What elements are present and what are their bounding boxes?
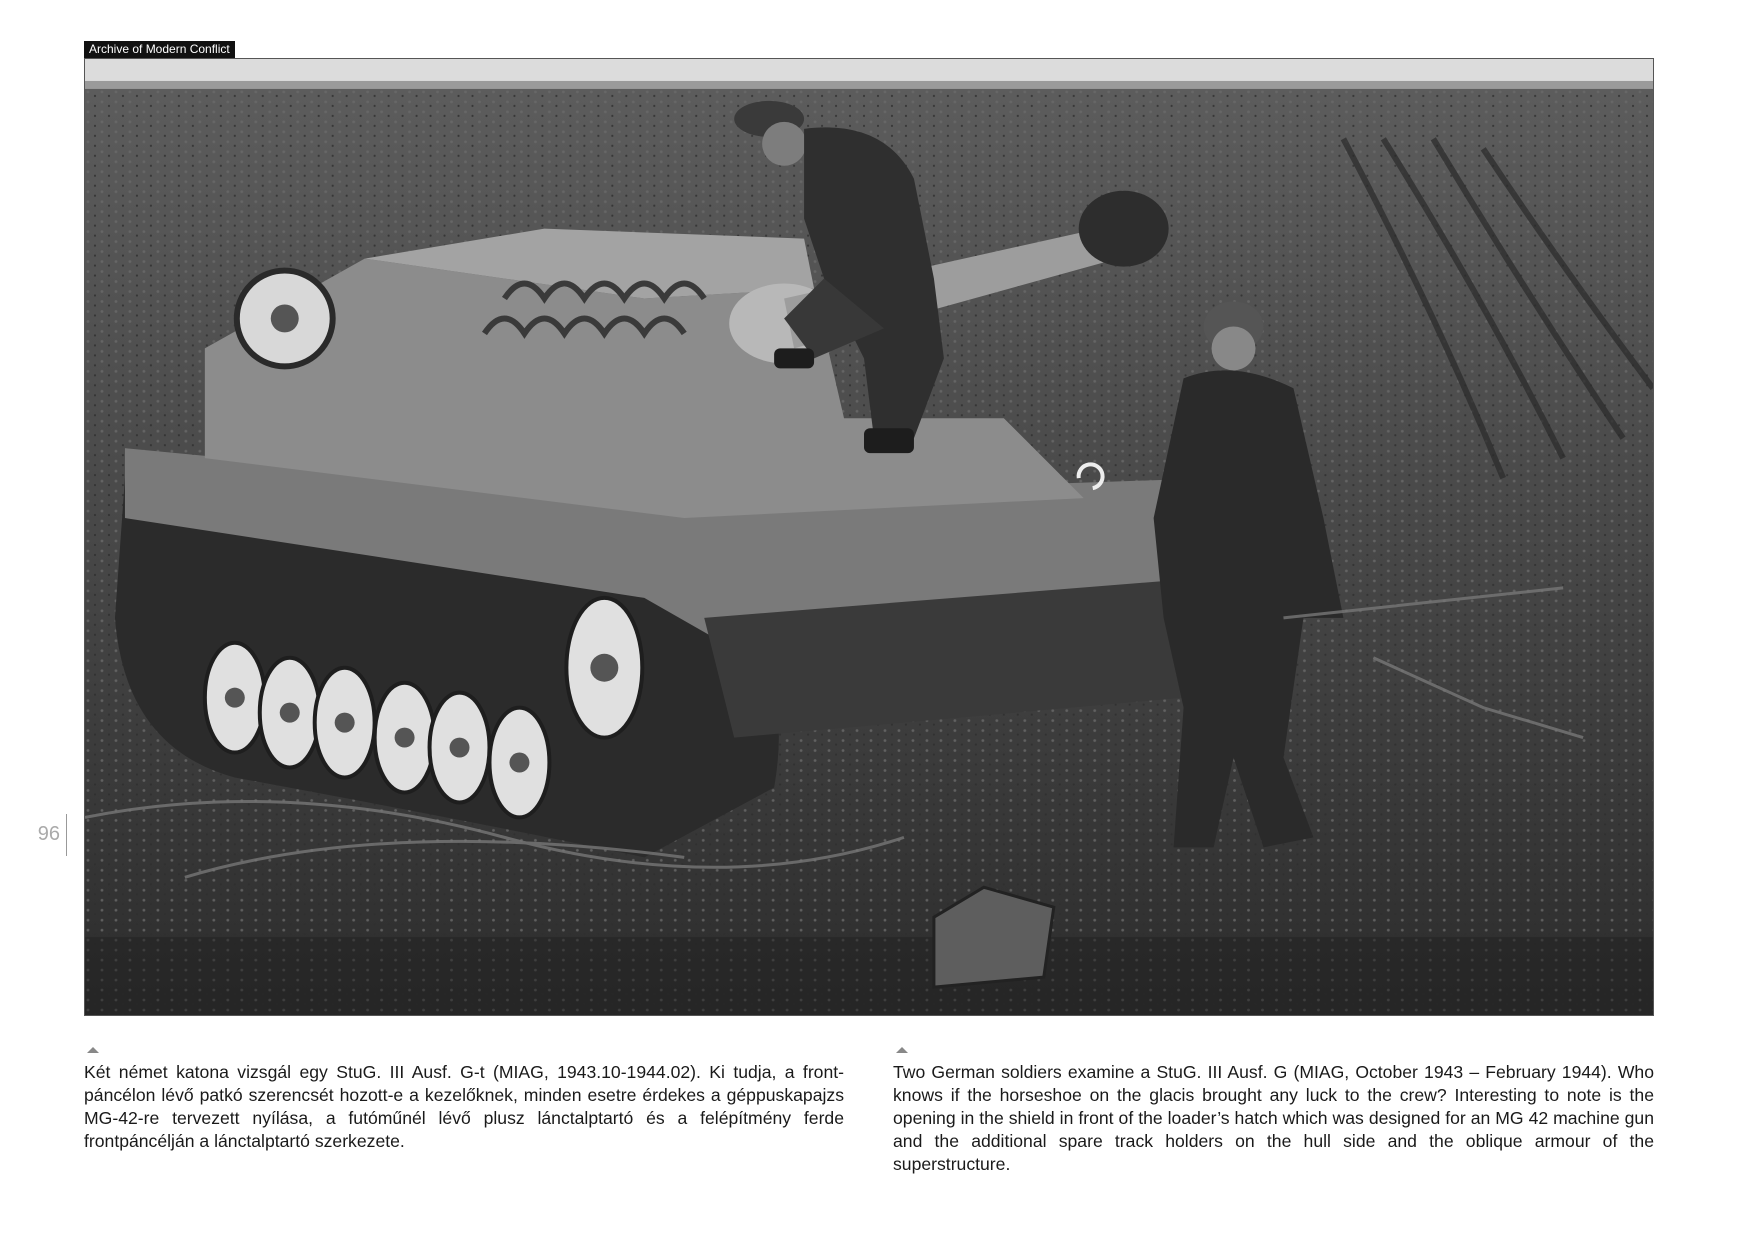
page-number-divider bbox=[66, 814, 67, 856]
photo-illustration bbox=[85, 59, 1653, 1015]
caption-hungarian: Két német katona vizsgál egy StuG. III Ausf. G-t (MIAG, 1943.10-1944.02). Ki tudja, a frontpáncélon lévő patkó szerencsét hozott-e a kezelőknek, minden esetre érdekes a géppuskapajzs MG-42-re tervezett nyílása, a futóműnél lévő plusz lánctalptartó és a felépítmény ferde frontpáncélján a lánctalptartó szerkezete. bbox=[84, 1062, 844, 1151]
page-number: 96 bbox=[37, 823, 60, 845]
photo-credit: Archive of Modern Conflict bbox=[84, 41, 235, 58]
main-photograph bbox=[84, 58, 1654, 1016]
caption-pointer-icon bbox=[896, 1047, 908, 1053]
caption-pointer-icon bbox=[87, 1047, 99, 1053]
muzzle-cover bbox=[1079, 191, 1169, 267]
caption-english: Two German soldiers examine a StuG. III Ausf. G (MIAG, October 1943 – February 1944). Who knows if the horseshoe on the glacis brought any luck to the crew? Interesting to note is the opening in the shield in front of the loader’s hatch which was designed for an MG 42 machine gun and the additional spare track holders on the hull side and the oblique armour of the superstructure. bbox=[893, 1062, 1654, 1174]
